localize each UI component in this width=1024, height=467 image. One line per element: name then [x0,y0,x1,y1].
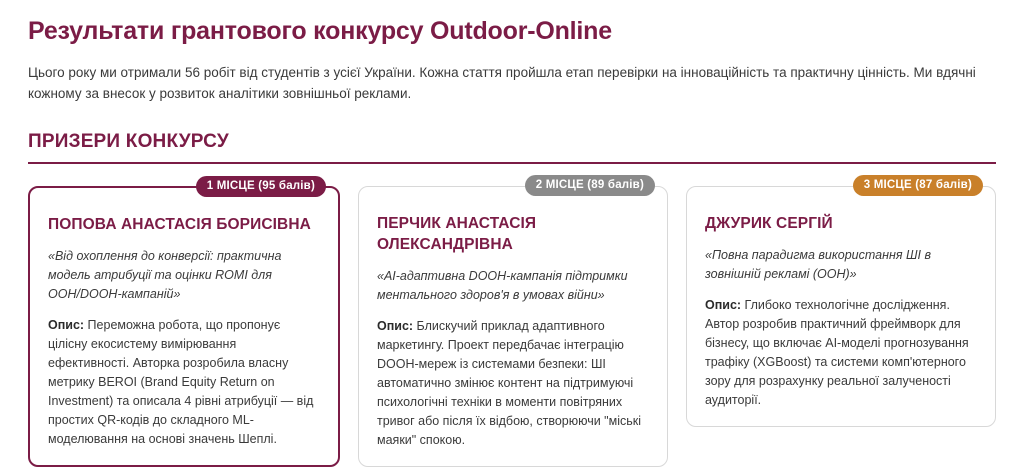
description-label-2: Опис: [377,319,414,333]
description-text-2: Блискучий приклад адаптивного маркетингу. Проект передбачає інтеграцію DOOH-мереж із системами безпеки: ШІ автоматично змінює контент на підтримуючі психологічні техніки в моменти повітряних тривог або після їх відбою, створюючи "міські маяки" спокою. [377,319,641,447]
description-text-3: Глибоко технологічне дослідження. Автор розробив практичний фреймворк для бізнесу, що включає AI-моделі прогнозування трафіку (XGBoost) та системи комп'ютерного зору для розрахунку реальної залученості аудиторії. [705,298,969,407]
winner-work-title-1: «Від охоплення до конверсії: практична модель атрибуції та оцінки ROMI для OOH/DOOH-кампаній» [48,249,282,301]
winner-description-3 [705,296,977,410]
winner-cards [0,164,1024,467]
description-label-3: Опис: [705,298,742,312]
page-title: Результати грантового конкурсу Outdoor-Online [28,17,612,45]
winner-card-1[interactable] [28,180,340,467]
winner-work-title-3: «Повна парадигма використання ШІ в зовнішній рекламі (OOH)» [705,248,931,281]
place-badge-2: 2 МІСЦЕ (89 балів) [525,175,655,196]
description-text-1: Переможна робота, що пропонує цілісну екосистему вимірювання ефективності. Авторка розробила власну метрику BEROI (Brand Equity Return on Investment) та описала 4 рівні атрибуції — від простих QR-кодів до складного ML-моделювання на основі значень Шеплі. [48,318,314,446]
winner-name-2: ПЕРЧИК АНАСТАСІЯ ОЛЕКСАНДРІВНА [377,215,537,253]
winner-work-title-2: «AI-адаптивна DOOH-кампанія підтримки ментального здоров'я в умовах війни» [377,269,628,302]
winner-description-2 [377,317,649,450]
place-badge-3: 3 МІСЦЕ (87 балів) [853,175,983,196]
description-label-1: Опис: [48,318,85,332]
section-heading: ПРИЗЕРИ КОНКУРСУ [28,131,229,152]
winner-card-2[interactable] [358,179,668,467]
place-badge-1: 1 МІСЦЕ (95 балів) [196,176,326,197]
intro-paragraph: Цього року ми отримали 56 робіт від студентів з усієї України. Кожна стаття пройшла етап перевірки на інноваційність та практичну цінність. Ми вдячні кожному за внесок у розвиток аналітики зовнішньої реклами. [28,65,976,101]
winner-name-1: ПОПОВА АНАСТАСІЯ БОРИСІВНА [48,216,311,233]
winner-card-3[interactable] [686,179,996,427]
winner-name-3: ДЖУРИК СЕРГІЙ [705,215,833,232]
winner-description-1 [48,316,320,449]
